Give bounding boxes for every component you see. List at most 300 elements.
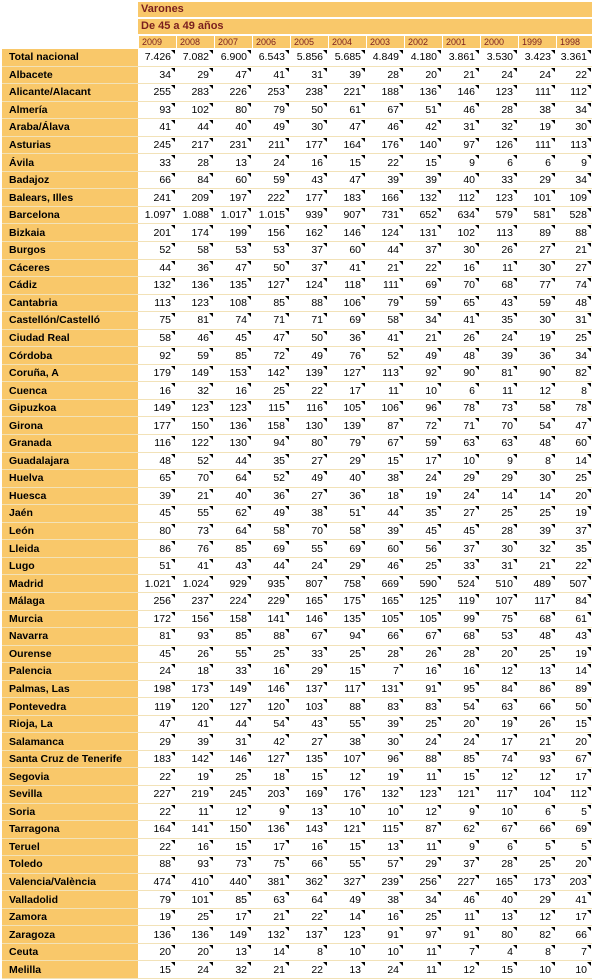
- value-cell: 60: [214, 172, 252, 190]
- value-cell: 30: [518, 470, 556, 488]
- value-cell: 46: [366, 558, 404, 576]
- value-cell: 19: [518, 119, 556, 137]
- value-cell: 198: [138, 681, 176, 699]
- value-cell: 49: [252, 505, 290, 523]
- value-cell: 40: [214, 119, 252, 137]
- year-header-2001: 2001: [442, 35, 480, 49]
- value-cell: 21: [252, 961, 290, 979]
- table-row: [2, 523, 592, 541]
- value-cell: 581: [518, 207, 556, 225]
- value-cell: 66: [556, 926, 592, 944]
- value-cell: 5.685: [328, 49, 366, 67]
- value-cell: 20: [442, 716, 480, 734]
- row-label: Araba/Álava: [2, 119, 138, 137]
- value-cell: 19: [518, 330, 556, 348]
- value-cell: 113: [480, 224, 518, 242]
- value-cell: 173: [518, 874, 556, 892]
- value-cell: 222: [252, 189, 290, 207]
- value-cell: 27: [556, 260, 592, 278]
- value-cell: 45: [214, 330, 252, 348]
- value-cell: 92: [404, 365, 442, 383]
- value-cell: 524: [442, 575, 480, 593]
- value-cell: 45: [138, 646, 176, 664]
- value-cell: 7: [366, 663, 404, 681]
- value-cell: 14: [556, 453, 592, 471]
- value-cell: 120: [252, 698, 290, 716]
- value-cell: 15: [290, 768, 328, 786]
- value-cell: 41: [328, 260, 366, 278]
- value-cell: 68: [442, 628, 480, 646]
- value-cell: 65: [442, 295, 480, 313]
- value-cell: 19: [556, 646, 592, 664]
- value-cell: 30: [556, 119, 592, 137]
- value-cell: 91: [404, 681, 442, 699]
- value-cell: 24: [404, 470, 442, 488]
- value-cell: 79: [328, 435, 366, 453]
- value-cell: 64: [214, 523, 252, 541]
- value-cell: 39: [480, 347, 518, 365]
- value-cell: 47: [214, 260, 252, 278]
- value-cell: 16: [176, 839, 214, 857]
- value-cell: 33: [442, 558, 480, 576]
- value-cell: 87: [366, 417, 404, 435]
- value-cell: 25: [556, 330, 592, 348]
- value-cell: 71: [290, 312, 328, 330]
- value-cell: 37: [290, 242, 328, 260]
- row-label: Palmas, Las: [2, 681, 138, 699]
- row-label: Toledo: [2, 856, 138, 874]
- value-cell: 25: [404, 558, 442, 576]
- row-label: Total nacional: [2, 49, 138, 67]
- row-label: Valencia/València: [2, 874, 138, 892]
- value-cell: 73: [176, 523, 214, 541]
- value-cell: 49: [252, 119, 290, 137]
- value-cell: 136: [252, 821, 290, 839]
- value-cell: 507: [556, 575, 592, 593]
- value-cell: 135: [214, 277, 252, 295]
- value-cell: 25: [328, 646, 366, 664]
- value-cell: 9: [442, 839, 480, 857]
- value-cell: 121: [442, 786, 480, 804]
- value-cell: 88: [404, 751, 442, 769]
- value-cell: 15: [480, 961, 518, 979]
- value-cell: 48: [138, 453, 176, 471]
- value-cell: 150: [176, 417, 214, 435]
- value-cell: 8: [518, 944, 556, 962]
- value-cell: 19: [556, 505, 592, 523]
- value-cell: 24: [252, 154, 290, 172]
- value-cell: 42: [252, 733, 290, 751]
- row-label: Barcelona: [2, 207, 138, 225]
- year-header-1999: 1999: [518, 35, 556, 49]
- value-cell: 45: [138, 505, 176, 523]
- table-row: [2, 856, 592, 874]
- value-cell: 14: [518, 488, 556, 506]
- value-cell: 60: [366, 540, 404, 558]
- value-cell: 80: [138, 523, 176, 541]
- value-cell: 93: [176, 856, 214, 874]
- value-cell: 16: [214, 382, 252, 400]
- value-cell: 132: [252, 926, 290, 944]
- value-cell: 149: [176, 365, 214, 383]
- value-cell: 35: [404, 505, 442, 523]
- value-cell: 146: [214, 751, 252, 769]
- value-cell: 176: [328, 786, 366, 804]
- value-cell: 67: [366, 102, 404, 120]
- value-cell: 10: [328, 804, 366, 822]
- value-cell: 55: [290, 540, 328, 558]
- value-cell: 150: [214, 821, 252, 839]
- value-cell: 16: [442, 260, 480, 278]
- value-cell: 39: [328, 67, 366, 85]
- value-cell: 24: [404, 733, 442, 751]
- row-label: Melilla: [2, 961, 138, 979]
- value-cell: 175: [328, 593, 366, 611]
- corner-cell: [2, 35, 138, 49]
- value-cell: 136: [214, 417, 252, 435]
- value-cell: 33: [138, 154, 176, 172]
- value-cell: 8: [556, 382, 592, 400]
- value-cell: 12: [480, 663, 518, 681]
- value-cell: 30: [518, 312, 556, 330]
- row-label: Málaga: [2, 593, 138, 611]
- row-label: Granada: [2, 435, 138, 453]
- value-cell: 122: [176, 435, 214, 453]
- value-cell: 21: [252, 909, 290, 927]
- value-cell: 9: [442, 154, 480, 172]
- value-cell: 16: [138, 382, 176, 400]
- table-row: [2, 224, 592, 242]
- value-cell: 29: [328, 453, 366, 471]
- value-cell: 30: [366, 733, 404, 751]
- row-label: Pontevedra: [2, 698, 138, 716]
- value-cell: 125: [404, 593, 442, 611]
- value-cell: 20: [556, 733, 592, 751]
- value-cell: 13: [480, 909, 518, 927]
- value-cell: 55: [328, 716, 366, 734]
- value-cell: 19: [404, 488, 442, 506]
- value-cell: 25: [518, 505, 556, 523]
- value-cell: 105: [404, 611, 442, 629]
- value-cell: 69: [328, 312, 366, 330]
- value-cell: 48: [556, 295, 592, 313]
- value-cell: 6.900: [214, 49, 252, 67]
- value-cell: 25: [404, 909, 442, 927]
- value-cell: 15: [138, 961, 176, 979]
- value-cell: 199: [214, 224, 252, 242]
- value-cell: 51: [328, 505, 366, 523]
- value-cell: 3.423: [518, 49, 556, 67]
- value-cell: 13: [328, 961, 366, 979]
- value-cell: 19: [366, 768, 404, 786]
- value-cell: 22: [556, 67, 592, 85]
- value-cell: 149: [214, 681, 252, 699]
- value-cell: 227: [138, 786, 176, 804]
- value-cell: 28: [366, 67, 404, 85]
- value-cell: 158: [252, 417, 290, 435]
- value-cell: 115: [366, 821, 404, 839]
- value-cell: 17: [252, 839, 290, 857]
- year-header-2004: 2004: [328, 35, 366, 49]
- value-cell: 5.856: [290, 49, 328, 67]
- value-cell: 32: [214, 961, 252, 979]
- value-cell: 58: [366, 312, 404, 330]
- value-cell: 143: [290, 821, 328, 839]
- value-cell: 935: [252, 575, 290, 593]
- value-cell: 241: [138, 189, 176, 207]
- value-cell: 165: [290, 593, 328, 611]
- value-cell: 20: [556, 488, 592, 506]
- value-cell: 49: [404, 347, 442, 365]
- value-cell: 115: [252, 400, 290, 418]
- value-cell: 55: [176, 505, 214, 523]
- value-cell: 149: [214, 926, 252, 944]
- value-cell: 15: [556, 716, 592, 734]
- value-cell: 49: [328, 891, 366, 909]
- value-cell: 46: [176, 330, 214, 348]
- value-cell: 16: [366, 909, 404, 927]
- value-cell: 123: [480, 189, 518, 207]
- data-table: [2, 35, 592, 979]
- value-cell: 65: [138, 470, 176, 488]
- value-cell: 38: [290, 505, 328, 523]
- value-cell: 119: [138, 698, 176, 716]
- value-cell: 74: [480, 751, 518, 769]
- value-cell: 29: [518, 891, 556, 909]
- value-cell: 10: [404, 382, 442, 400]
- value-cell: 11: [404, 961, 442, 979]
- value-cell: 93: [518, 751, 556, 769]
- value-cell: 127: [252, 277, 290, 295]
- table-row: [2, 453, 592, 471]
- year-header-2008: 2008: [176, 35, 214, 49]
- value-cell: 141: [176, 821, 214, 839]
- value-cell: 15: [214, 839, 252, 857]
- value-cell: 174: [176, 224, 214, 242]
- value-cell: 69: [252, 540, 290, 558]
- value-cell: 50: [290, 330, 328, 348]
- value-cell: 12: [518, 768, 556, 786]
- value-cell: 135: [290, 751, 328, 769]
- value-cell: 97: [404, 926, 442, 944]
- value-cell: 77: [518, 277, 556, 295]
- value-cell: 69: [404, 277, 442, 295]
- table-row: [2, 821, 592, 839]
- value-cell: 36: [328, 488, 366, 506]
- row-label: Jaén: [2, 505, 138, 523]
- row-label: Córdoba: [2, 347, 138, 365]
- value-cell: 85: [214, 540, 252, 558]
- value-cell: 22: [290, 961, 328, 979]
- value-cell: 50: [556, 698, 592, 716]
- value-cell: 141: [252, 611, 290, 629]
- value-cell: 29: [328, 558, 366, 576]
- value-cell: 18: [366, 488, 404, 506]
- value-cell: 44: [252, 558, 290, 576]
- value-cell: 75: [138, 312, 176, 330]
- value-cell: 15: [404, 154, 442, 172]
- table-row: [2, 400, 592, 418]
- value-cell: 44: [176, 119, 214, 137]
- table-row: [2, 839, 592, 857]
- value-cell: 24: [442, 488, 480, 506]
- value-cell: 33: [480, 172, 518, 190]
- value-cell: 28: [480, 523, 518, 541]
- value-cell: 9: [480, 453, 518, 471]
- table-row: [2, 277, 592, 295]
- value-cell: 25: [518, 856, 556, 874]
- value-cell: 130: [290, 417, 328, 435]
- value-cell: 28: [366, 646, 404, 664]
- value-cell: 43: [480, 295, 518, 313]
- table-row: [2, 926, 592, 944]
- value-cell: 140: [404, 137, 442, 155]
- value-cell: 84: [556, 593, 592, 611]
- value-cell: 183: [138, 751, 176, 769]
- table-row: [2, 961, 592, 979]
- value-cell: 66: [138, 172, 176, 190]
- value-cell: 57: [366, 856, 404, 874]
- row-label: Cantabria: [2, 295, 138, 313]
- table-row: [2, 540, 592, 558]
- value-cell: 31: [442, 119, 480, 137]
- value-cell: 231: [214, 137, 252, 155]
- value-cell: 255: [138, 84, 176, 102]
- value-cell: 123: [214, 400, 252, 418]
- value-cell: 59: [518, 295, 556, 313]
- value-cell: 92: [138, 347, 176, 365]
- value-cell: 17: [214, 909, 252, 927]
- value-cell: 15: [442, 768, 480, 786]
- value-cell: 19: [138, 909, 176, 927]
- value-cell: 211: [252, 137, 290, 155]
- table-row: [2, 716, 592, 734]
- value-cell: 146: [442, 84, 480, 102]
- value-cell: 88: [556, 224, 592, 242]
- value-cell: 89: [518, 224, 556, 242]
- value-cell: 86: [138, 540, 176, 558]
- value-cell: 590: [404, 575, 442, 593]
- value-cell: 40: [328, 470, 366, 488]
- value-cell: 30: [290, 119, 328, 137]
- value-cell: 25: [176, 909, 214, 927]
- table-row: [2, 909, 592, 927]
- value-cell: 81: [480, 365, 518, 383]
- value-cell: 256: [138, 593, 176, 611]
- value-cell: 20: [556, 856, 592, 874]
- row-label: Girona: [2, 417, 138, 435]
- value-cell: 94: [252, 435, 290, 453]
- value-cell: 30: [442, 242, 480, 260]
- year-header-2003: 2003: [366, 35, 404, 49]
- value-cell: 8: [290, 944, 328, 962]
- row-label: Bizkaia: [2, 224, 138, 242]
- year-header-2009: 2009: [138, 35, 176, 49]
- year-header-2007: 2007: [214, 35, 252, 49]
- value-cell: 50: [290, 102, 328, 120]
- value-cell: 4.180: [404, 49, 442, 67]
- value-cell: 634: [442, 207, 480, 225]
- value-cell: 25: [518, 646, 556, 664]
- value-cell: 88: [252, 628, 290, 646]
- value-cell: 90: [518, 365, 556, 383]
- table-row: [2, 646, 592, 664]
- value-cell: 14: [328, 909, 366, 927]
- value-cell: 12: [404, 804, 442, 822]
- value-cell: 123: [404, 786, 442, 804]
- value-cell: 11: [404, 944, 442, 962]
- row-label: Huesca: [2, 488, 138, 506]
- value-cell: 21: [404, 330, 442, 348]
- value-cell: 54: [442, 698, 480, 716]
- value-cell: 41: [556, 891, 592, 909]
- value-cell: 137: [290, 926, 328, 944]
- table-row: [2, 768, 592, 786]
- value-cell: 32: [518, 540, 556, 558]
- value-cell: 67: [556, 751, 592, 769]
- value-cell: 29: [480, 470, 518, 488]
- value-cell: 39: [366, 523, 404, 541]
- row-label: Zaragoza: [2, 926, 138, 944]
- value-cell: 59: [176, 347, 214, 365]
- value-cell: 72: [404, 417, 442, 435]
- value-cell: 13: [214, 154, 252, 172]
- value-cell: 48: [518, 628, 556, 646]
- table-row: [2, 172, 592, 190]
- value-cell: 34: [138, 67, 176, 85]
- value-cell: 85: [252, 295, 290, 313]
- value-cell: 103: [290, 698, 328, 716]
- value-cell: 16: [290, 154, 328, 172]
- row-label: Tarragona: [2, 821, 138, 839]
- value-cell: 32: [480, 119, 518, 137]
- value-cell: 27: [290, 488, 328, 506]
- value-cell: 67: [366, 435, 404, 453]
- value-cell: 58: [176, 242, 214, 260]
- value-cell: 807: [290, 575, 328, 593]
- value-cell: 37: [404, 242, 442, 260]
- table-row: [2, 49, 592, 67]
- value-cell: 104: [518, 786, 556, 804]
- value-cell: 24: [176, 961, 214, 979]
- value-cell: 26: [442, 330, 480, 348]
- value-cell: 15: [328, 839, 366, 857]
- value-cell: 40: [480, 891, 518, 909]
- value-cell: 16: [252, 663, 290, 681]
- value-cell: 929: [214, 575, 252, 593]
- value-cell: 34: [556, 102, 592, 120]
- value-cell: 4.849: [366, 49, 404, 67]
- value-cell: 96: [404, 400, 442, 418]
- value-cell: 26: [176, 646, 214, 664]
- value-cell: 8: [518, 453, 556, 471]
- value-cell: 47: [328, 119, 366, 137]
- value-cell: 21: [442, 67, 480, 85]
- row-label: Almería: [2, 102, 138, 120]
- value-cell: 165: [366, 593, 404, 611]
- table-row: [2, 593, 592, 611]
- value-cell: 652: [404, 207, 442, 225]
- table-row: [2, 663, 592, 681]
- value-cell: 52: [366, 347, 404, 365]
- value-cell: 58: [138, 330, 176, 348]
- row-label: Ciudad Real: [2, 330, 138, 348]
- value-cell: 73: [214, 856, 252, 874]
- value-cell: 11: [480, 382, 518, 400]
- value-cell: 12: [328, 768, 366, 786]
- value-cell: 27: [290, 453, 328, 471]
- value-cell: 164: [328, 137, 366, 155]
